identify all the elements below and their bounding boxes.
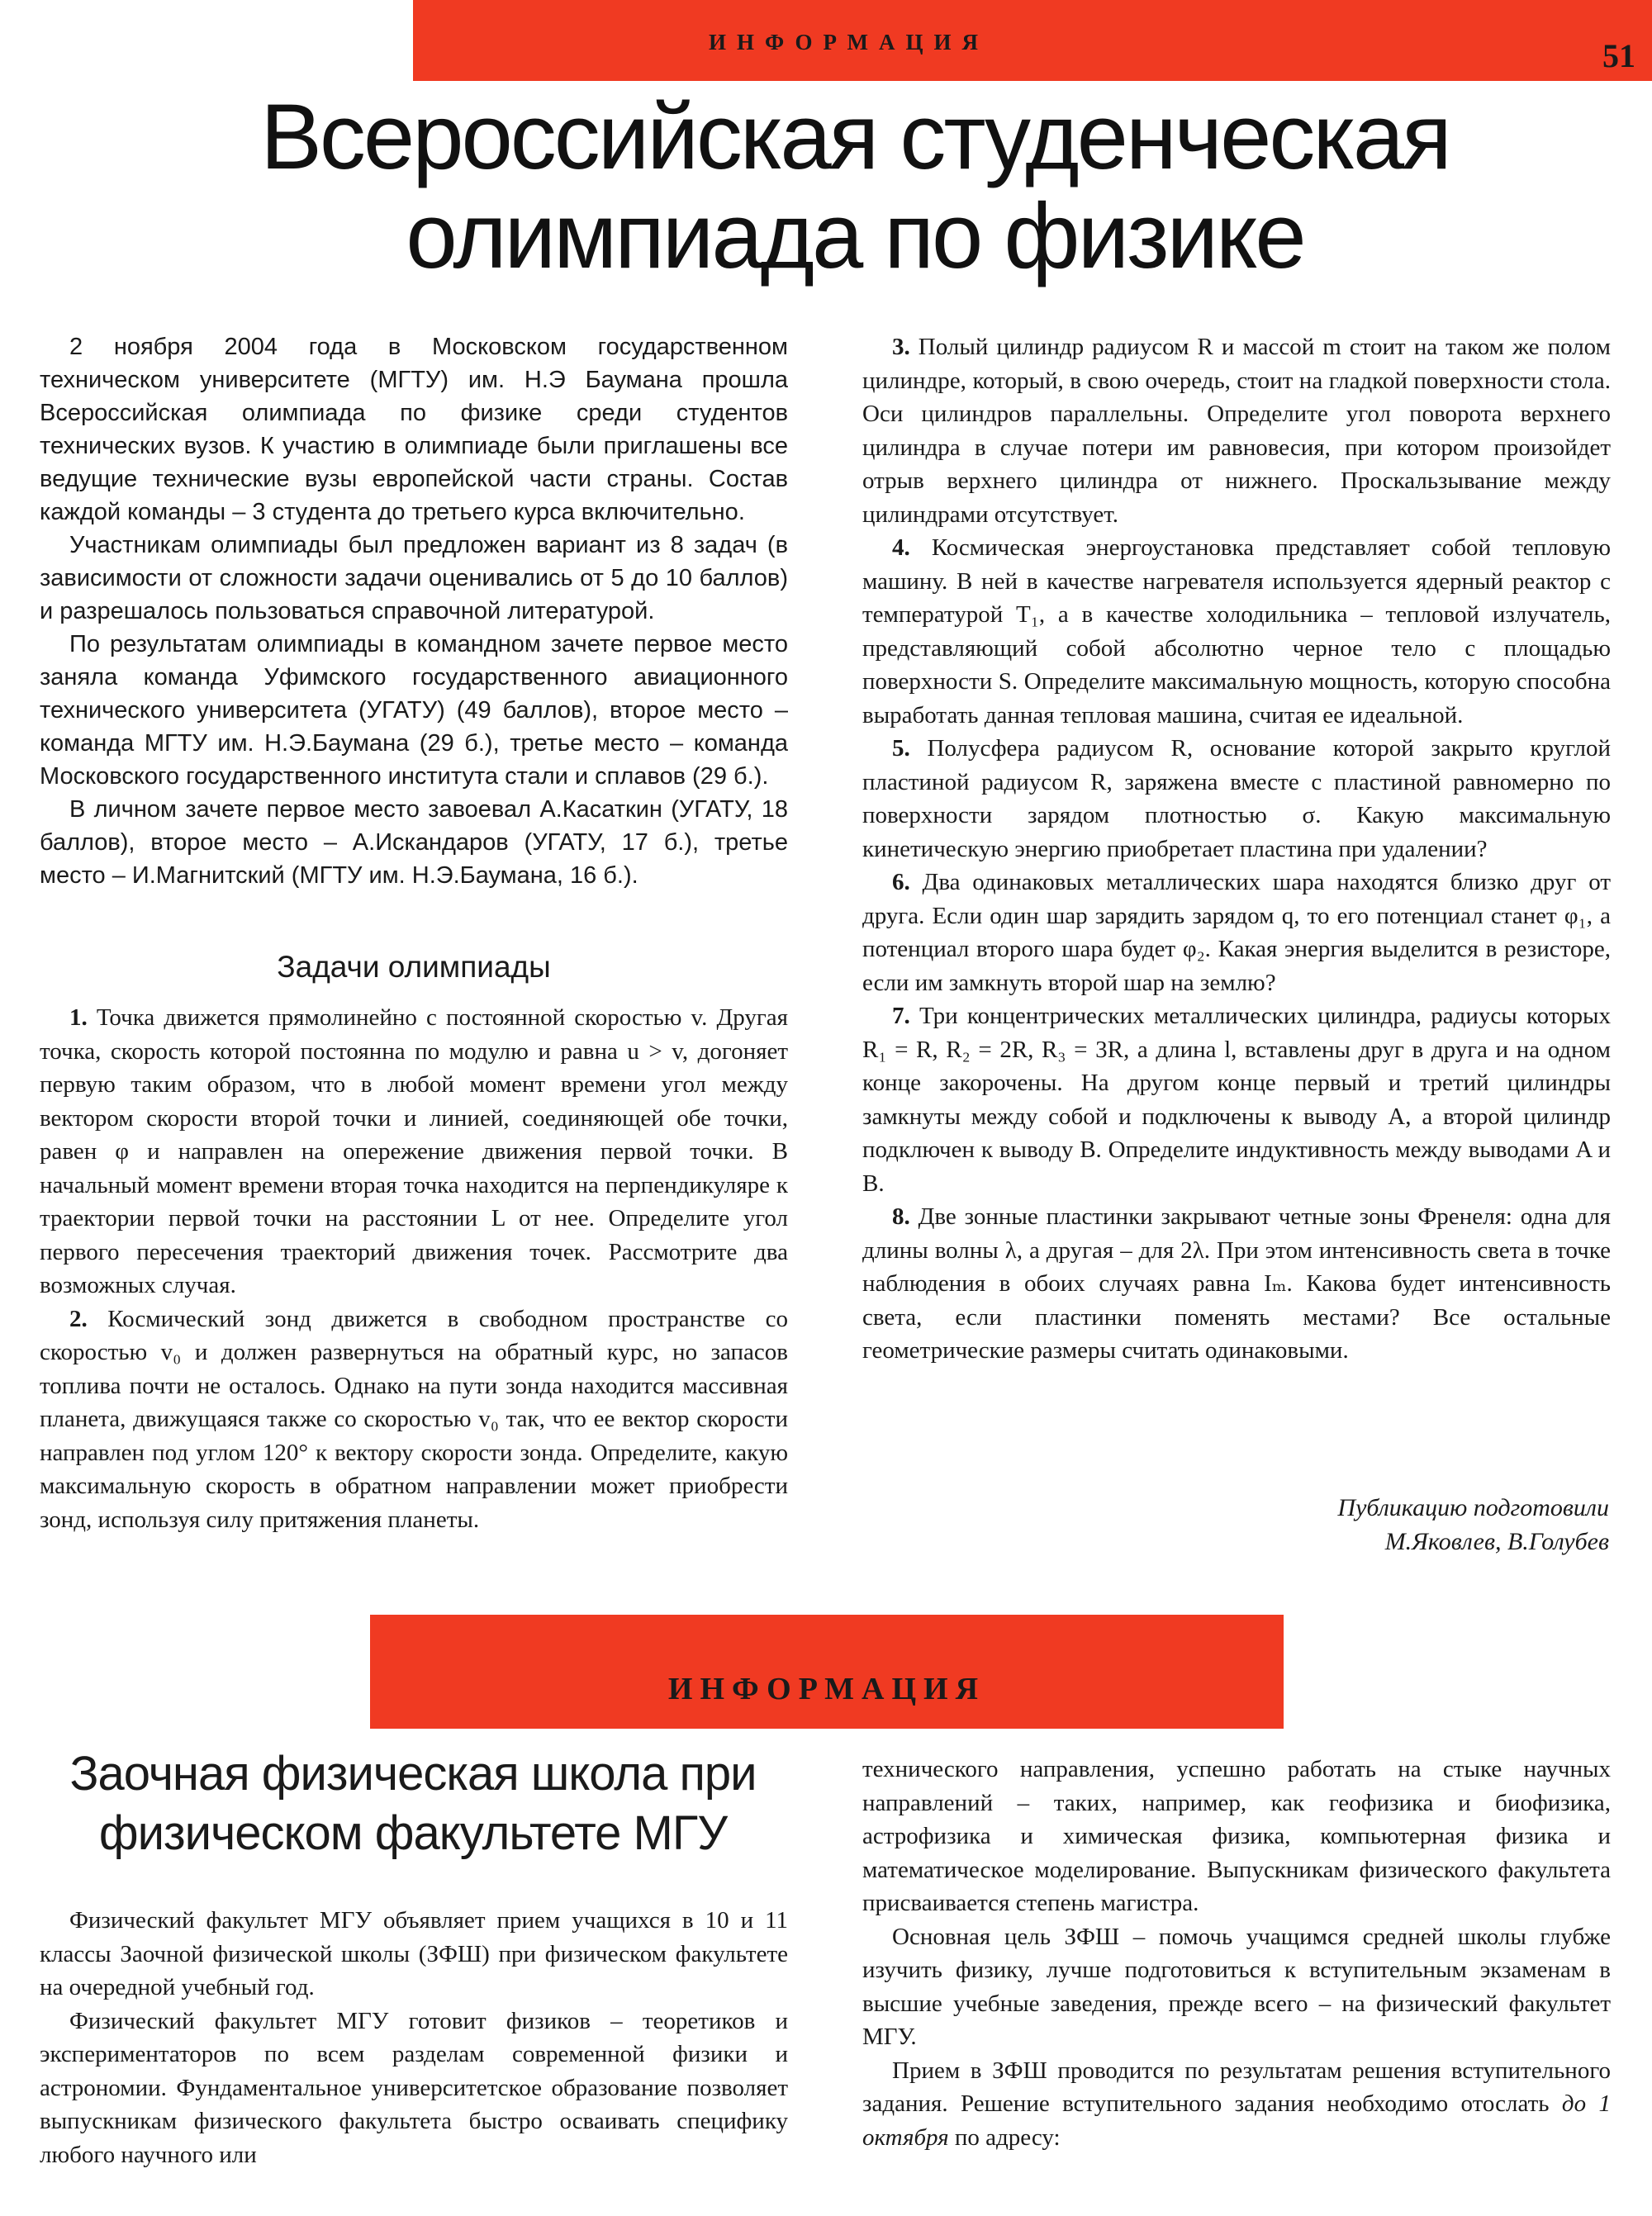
admission-text: Прием в ЗФШ проводится по результатам решения вступительного задания. Решение вступительного задания необходимо отослать [862,2057,1611,2117]
tasks-right-column [862,330,1611,1368]
intro-paragraph: Участникам олимпиады был предложен вариант из 8 задач (в зависимости от сложности задачи оценивались от 5 до 10 баллов) и разрешалось пользоваться справочной литературой. [40,532,788,624]
section-label: ИНФОРМАЦИЯ [667,1672,986,1706]
task-item [862,866,1611,999]
task-text: Точка движется прямолинейно с постоянной скоростью v. Другая точка, скорость которой постоянна по модулю и равна u > v, догоняет первую таким образом, что в любой момент времени угол между вектором скорости второй точки и линией, соединяющей обе точки, равен φ и направлен на опережение движения первой точки. В начальный момент времени вторая точка находится на перпендикуляре к траектории первой точки на расстоянии L от нее. Определите угол первого пересечения траекторий движения точек. Рассмотрите два возможных случая. [40,1004,788,1298]
task-item [862,531,1611,732]
intro-paragraph: 2 ноября 2004 года в Московском государственном техническом университете (МГТУ) им. Н.Э Баумана прошла Всероссийская олимпиада по физике среди студентов технических вузов. К участию в олимпиаде были приглашены все ведущие технические вузы европейской части страны. Состав каждой команды – 3 студента до третьего курса включительно. [40,334,788,525]
task-item [862,1200,1611,1368]
task-number: 2. [69,1305,88,1332]
article-title-line: Всероссийская студенческая [260,85,1450,188]
signature-authors: М.Яковлев, В.Голубев [1384,1528,1609,1555]
task-number: 6. [892,869,910,895]
task-item [862,732,1611,866]
task-item [862,330,1611,531]
school-left-column [40,1904,788,2171]
task-number: 7. [892,1003,910,1029]
school-title-line: физическом факультете МГУ [98,1806,728,1860]
page-number: 51 [1602,37,1635,74]
task-number: 4. [892,534,910,561]
task-item [862,999,1611,1200]
school-article-title [33,1744,793,1863]
article-signature [991,1491,1609,1559]
school-title-line: Заочная физическая школа при [69,1747,757,1801]
section-label: ИНФОРМАЦИЯ [709,30,989,55]
admission-text-end: по адресу: [948,2123,1061,2151]
admission-deadline: до 1 октября [862,2090,1611,2151]
school-paragraph [862,2054,1611,2155]
article-title-line: олимпиада по физике [406,184,1304,287]
task-item [40,1303,788,1537]
school-paragraph: Основная цель ЗФШ – помочь учащимся средней школы глубже изучить физику, лучше подготовиться к вступительным экзаменам в высшие учебные заведения, прежде всего – на физический факультет МГУ. [862,1923,1611,2050]
school-paragraph: Физический факультет МГУ готовит физиков – теоретиков и экспериментаторов по всем разделам современной физики и астрономии. Фундаментальное университетское образование позволяет выпускникам физического факультета быстро осваивать специфику любого научного или [40,2007,788,2168]
task-text: Космическая энергоустановка представляет собой тепловую машину. В ней в качестве нагревателя используется ядерный реактор с температурой T₁, а в качестве холодильника – тепловой излучатель, представляющий собой абсолютно черное тело с площадью поверхности S. Определите максимальную мощность, которую способна выработать данная тепловая машина, считая ее идеальной. [862,534,1611,728]
task-number: 8. [892,1203,910,1230]
task-text: Две зонные пластинки закрывают четные зоны Френеля: одна для длины волны λ, а другая – для 2λ. При этом интенсивность света в точке наблюдения в обоих случаях равна Iₘ. Какова будет интенсивность света, если пластинки поменять местами? Все остальные геометрические размеры считать одинаковыми. [862,1203,1611,1364]
school-right-column [862,1753,1611,2154]
task-number: 5. [892,735,910,762]
task-item [40,1001,788,1303]
task-text: Два одинаковых металлических шара находятся близко друг от друга. Если один шар зарядить зарядом q, то его потенциал станет φ₁, а потенциал второго шара будет φ₂. Какая энергия выделится в резисторе, если им замкнуть второй шар на землю? [862,869,1612,996]
task-number: 1. [69,1004,88,1031]
school-paragraph: Физический факультет МГУ объявляет прием учащихся в 10 и 11 классы Заочной физической школы (ЗФШ) при физическом факультете на очередной учебный год. [40,1907,788,2000]
tasks-heading: Задачи олимпиады [277,950,551,984]
intro-paragraph: По результатам олимпиады в командном зачете первое место заняла команда Уфимского государственного авиационного технического университета (УГАТУ) (49 баллов), второе место – команда МГТУ им. Н.Э.Баумана (29 б.), третье место – команда Московского государственного института стали и сплавов (29 б.). [40,631,788,790]
article-title [116,85,1594,287]
task-text: Три концентрических металлических цилиндра, радиусы которых R₁ = R, R₂ = 2R, R₃ = 3R, а длина l, вставлены друг в друга и на одном конце закорочены. На другом конце первый и третий цилиндры замкнуты между собой и подключены к выводу A, а второй цилиндр подключен к выводу B. Определите индуктивность между выводами A и B. [862,1003,1612,1197]
intro-column [40,330,788,892]
intro-paragraph: В личном зачете первое место завоевал А.Касаткин (УГАТУ, 18 баллов), второе место – А.Искандаров (УГАТУ, 17 б.), третье место – И.Магнитский (МГТУ им. Н.Э.Баумана, 16 б.). [40,796,788,889]
task-text: Полый цилиндр радиусом R и массой m стоит на таком же полом цилиндре, который, в свою очередь, стоит на гладкой поверхности стола. Оси цилиндров параллельны. Определите угол поворота верхнего цилиндра в случае потери им равновесия, при котором произойдет отрыв верхнего цилиндра от нижнего. Проскальзывание между цилиндрами отсутствует. [862,334,1611,528]
task-number: 3. [892,334,910,360]
school-paragraph-continuation: технического направления, успешно работать на стыке научных направлений – таких, например, как геофизика и биофизика, астрофизика и химическая физика, компьютерная физика и математическое моделирование. Выпускникам физического факультета присваивается степень магистра. [862,1756,1611,1916]
signature-caption: Публикацию подготовили [1337,1494,1609,1521]
task-text: Космический зонд движется в свободном пространстве со скоростью v₀ и должен развернуться на обратный курс, но запасов топлива почти не осталось. Однако на пути зонда находится массивная планета, движущаяся также со скоростью v₀ так, что ее вектор скорости направлен под углом 120° к вектору скорости зонда. Определите, какую максимальную скорость в обратном направлении может приобрести зонд, используя силу притяжения планеты. [40,1305,789,1533]
tasks-left-column [40,1001,788,1536]
task-text: Полусфера радиусом R, основание которой закрыто круглой пластиной радиусом R, заряжена вместе с пластиной равномерно по поверхности зарядом плотностью σ. Какую максимальную кинетическую энергию приобретает пластина при удалении? [862,735,1612,862]
